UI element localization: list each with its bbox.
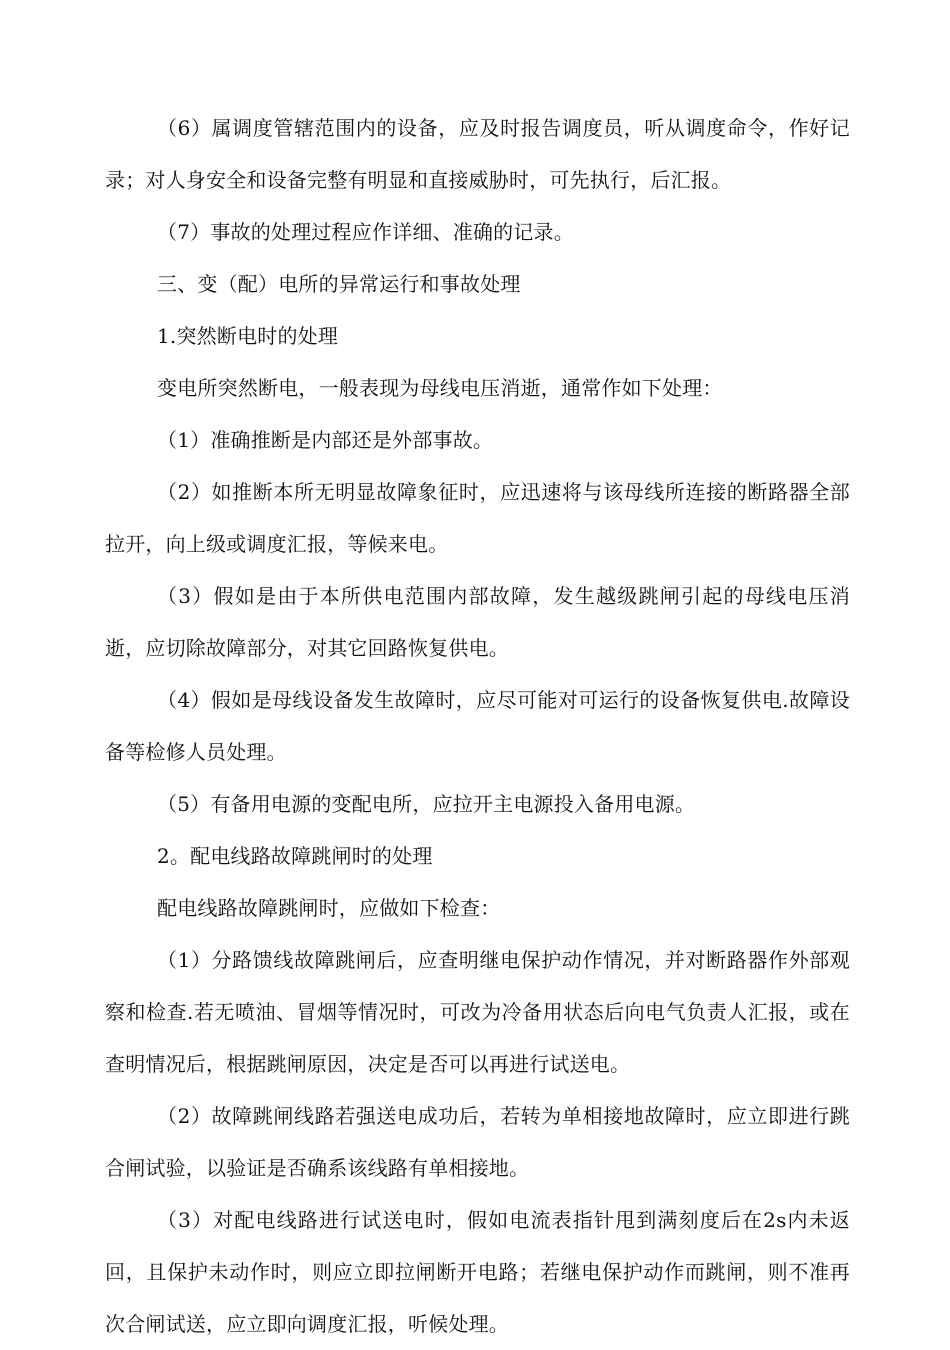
paragraph-intro-line-trip: 配电线路故障跳闸时，应做如下检查：: [157, 896, 501, 920]
document-body: [105, 102, 850, 1350]
subsection-heading-1: 1.突然断电时的处理: [157, 324, 339, 348]
paragraph-check-2: （2）故障跳闸线路若强送电成功后，若转为单相接地故障时，应立即进行跳合闸试验，以验证是否确系该线路有单相接地。: [105, 1104, 850, 1180]
paragraph-item-7: （7）事故的处理过程应作详细、准确的记录。: [157, 220, 574, 244]
paragraph-item-6: （6）属调度管辖范围内的设备，应及时报告调度员，听从调度命令，作好记录；对人身安全和设备完整有明显和直接威胁时，可先执行，后汇报。: [105, 116, 850, 192]
paragraph-step-2: （2）如推断本所无明显故障象征时，应迅速将与该母线所连接的断路器全部拉开，向上级或调度汇报，等候来电。: [105, 480, 850, 556]
section-heading-3: 三、变（配）电所的异常运行和事故处理: [157, 272, 521, 296]
paragraph-step-4: （4）假如是母线设备发生故障时，应尽可能对可运行的设备恢复供电.故障设备等检修人员处理。: [105, 688, 850, 764]
paragraph-step-3: （3）假如是由于本所供电范围内部故障，发生越级跳闸引起的母线电压消逝，应切除故障部分，对其它回路恢复供电。: [105, 584, 850, 660]
paragraph-intro-power-loss: 变电所突然断电，一般表现为母线电压消逝，通常作如下处理：: [157, 376, 723, 400]
subsection-heading-2: 2。配电线路故障跳闸时的处理: [157, 844, 433, 868]
paragraph-check-1: （1）分路馈线故障跳闸后，应查明继电保护动作情况，并对断路器作外部观察和检查.若无喷油、冒烟等情况时，可改为冷备用状态后向电气负责人汇报，或在查明情况后，根据跳闸原因，决定是否可以再进行试送电。: [105, 948, 850, 1076]
paragraph-step-1: （1）准确推断是内部还是外部事故。: [157, 428, 494, 452]
paragraph-step-5: （5）有备用电源的变配电所，应拉开主电源投入备用电源。: [157, 792, 696, 816]
paragraph-check-3: （3）对配电线路进行试送电时，假如电流表指针甩到满刻度后在2s内未返回，且保护未动作时，则应立即拉闸断开电路；若继电保护动作而跳闸，则不准再次合闸试送，应立即向调度汇报，听候处理。: [105, 1208, 850, 1336]
